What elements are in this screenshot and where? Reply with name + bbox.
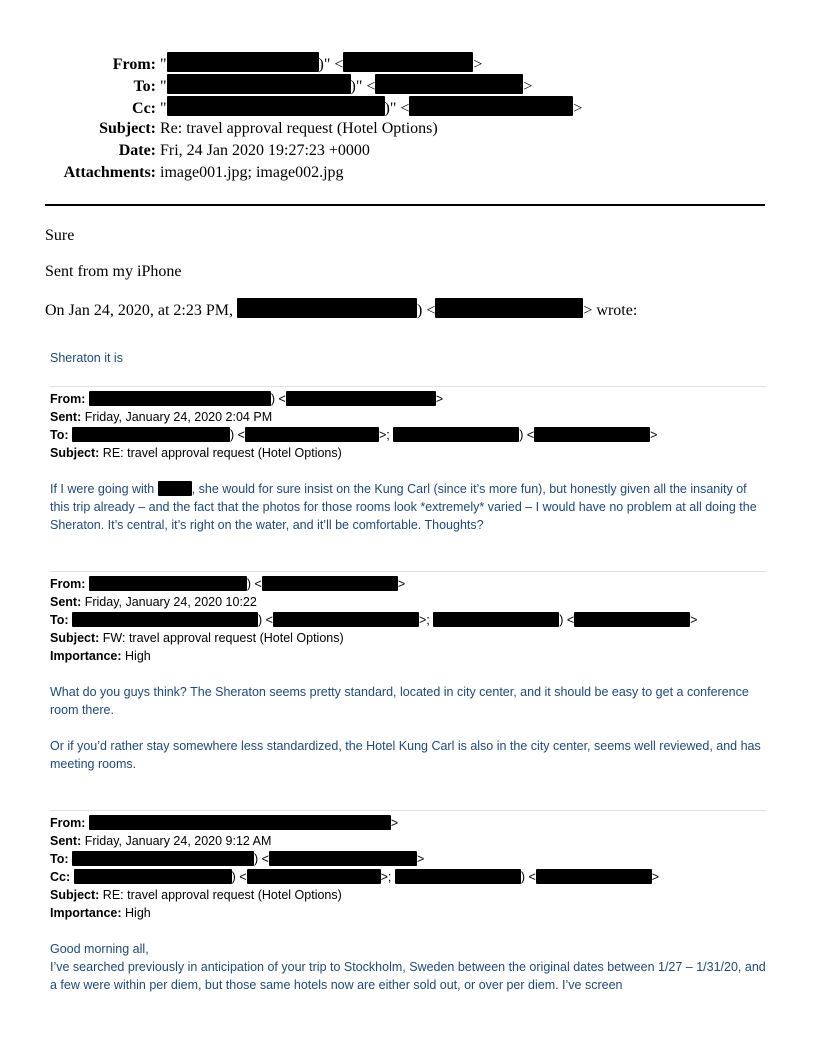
reply-line-sure: Sure <box>45 227 75 244</box>
redaction-box <box>286 391 436 406</box>
redaction-box <box>409 96 573 116</box>
message-separator <box>50 386 766 387</box>
redaction-box <box>375 74 523 94</box>
redaction-box <box>89 815 391 830</box>
msg1-sent: Sent: Friday, January 24, 2020 2:04 PM <box>50 410 273 424</box>
redaction-box <box>273 612 419 627</box>
redaction-box <box>433 612 559 627</box>
email-header <box>0 52 582 184</box>
redaction-box <box>72 427 230 442</box>
redaction-box <box>343 52 473 72</box>
redaction-box <box>395 869 521 884</box>
reply-signature: Sent from my iPhone <box>45 263 182 280</box>
quoted-top-line: Sheraton it is <box>50 351 123 365</box>
redaction-box <box>72 851 254 866</box>
date-value: Fri, 24 Jan 2020 19:27:23 +0000 <box>160 142 370 159</box>
redaction-box <box>269 851 417 866</box>
redaction-box <box>247 869 381 884</box>
redaction-box <box>167 74 351 94</box>
msg2-from: From: ) < > <box>50 577 406 591</box>
redaction-box <box>536 869 652 884</box>
redaction-box <box>237 298 417 318</box>
redaction-box <box>89 576 247 591</box>
msg2-importance: Importance: High <box>50 649 151 663</box>
attachments-label: Attachments: <box>63 164 156 181</box>
msg3-cc: Cc: ) < >; ) < > <box>50 870 660 884</box>
msg2-subject: Subject: FW: travel approval request (Hotel Options) <box>50 631 344 645</box>
redaction-box <box>158 481 192 496</box>
header-subject-row <box>0 118 582 140</box>
cc-label: Cc: <box>132 100 156 117</box>
message-separator <box>50 810 766 811</box>
msg1-to: To: ) < >; ) < > <box>50 428 658 442</box>
message-separator <box>50 571 766 572</box>
msg2-to: To: ) < >; ) < > <box>50 613 698 627</box>
wrote-line: On Jan 24, 2020, at 2:23 PM, ) < > wrote: <box>45 298 637 320</box>
redaction-box <box>74 869 232 884</box>
date-label: Date: <box>118 142 156 159</box>
msg2-para1: What do you guys think? The Sheraton seems pretty standard, located in city center, and it should be easy to get a conference room there. <box>50 685 749 717</box>
msg2-sent: Sent: Friday, January 24, 2020 10:22 <box>50 595 257 609</box>
msg3-sent: Sent: Friday, January 24, 2020 9:12 AM <box>50 834 272 848</box>
redaction-box <box>393 427 519 442</box>
msg3-from: From: > <box>50 816 399 830</box>
msg3-to: To: ) < > <box>50 852 425 866</box>
header-from-row: From: " )" < > <box>0 52 582 74</box>
msg1-body: If I were going with , she would for sure insist on the Kung Carl (since it’s more fun), but honestly given all the insanity of this trip already – and the fact that the photos for those rooms look *extremely* varied – I would have no problem at all doing the Sheraton. It’s central, it’s right on the water, and it’ll be comfortable. Thoughts? <box>50 482 757 532</box>
to-label: To: <box>133 78 156 95</box>
redaction-box <box>435 298 583 318</box>
msg3-subject: Subject: RE: travel approval request (Hotel Options) <box>50 888 342 902</box>
redaction-box <box>245 427 379 442</box>
from-label: From: <box>112 56 156 73</box>
subject-value: Re: travel approval request (Hotel Options) <box>160 120 438 137</box>
header-attachments-row <box>0 162 582 184</box>
redaction-box <box>167 52 319 72</box>
header-divider <box>45 204 765 206</box>
msg1-from: From: ) < > <box>50 392 444 406</box>
msg3-greeting: Good morning all, <box>50 942 149 956</box>
header-to-row: To: " )" < > <box>0 74 582 96</box>
redaction-box <box>534 427 650 442</box>
redaction-box <box>167 96 385 116</box>
redaction-box <box>262 576 398 591</box>
redaction-box <box>72 612 258 627</box>
msg2-para2: Or if you’d rather stay somewhere less standardized, the Hotel Kung Carl is also in the city center, seems well reviewed, and has meeting rooms. <box>50 739 761 771</box>
subject-label: Subject: <box>99 120 156 137</box>
msg3-body: I’ve searched previously in anticipation of your trip to Stockholm, Sweden between the original dates between 1/27 – 1/31/20, and a few were within per diem, but those same hotels now are either sold out, or over per diem. I’ve screen <box>50 960 766 992</box>
msg3-importance: Importance: High <box>50 906 151 920</box>
redaction-box <box>89 391 271 406</box>
msg1-subject: Subject: RE: travel approval request (Hotel Options) <box>50 446 342 460</box>
header-date-row <box>0 140 582 162</box>
redaction-box <box>574 612 690 627</box>
attachments-value[interactable]: image001.jpg; image002.jpg <box>160 164 344 181</box>
header-cc-row: Cc: " )" < > <box>0 96 582 118</box>
